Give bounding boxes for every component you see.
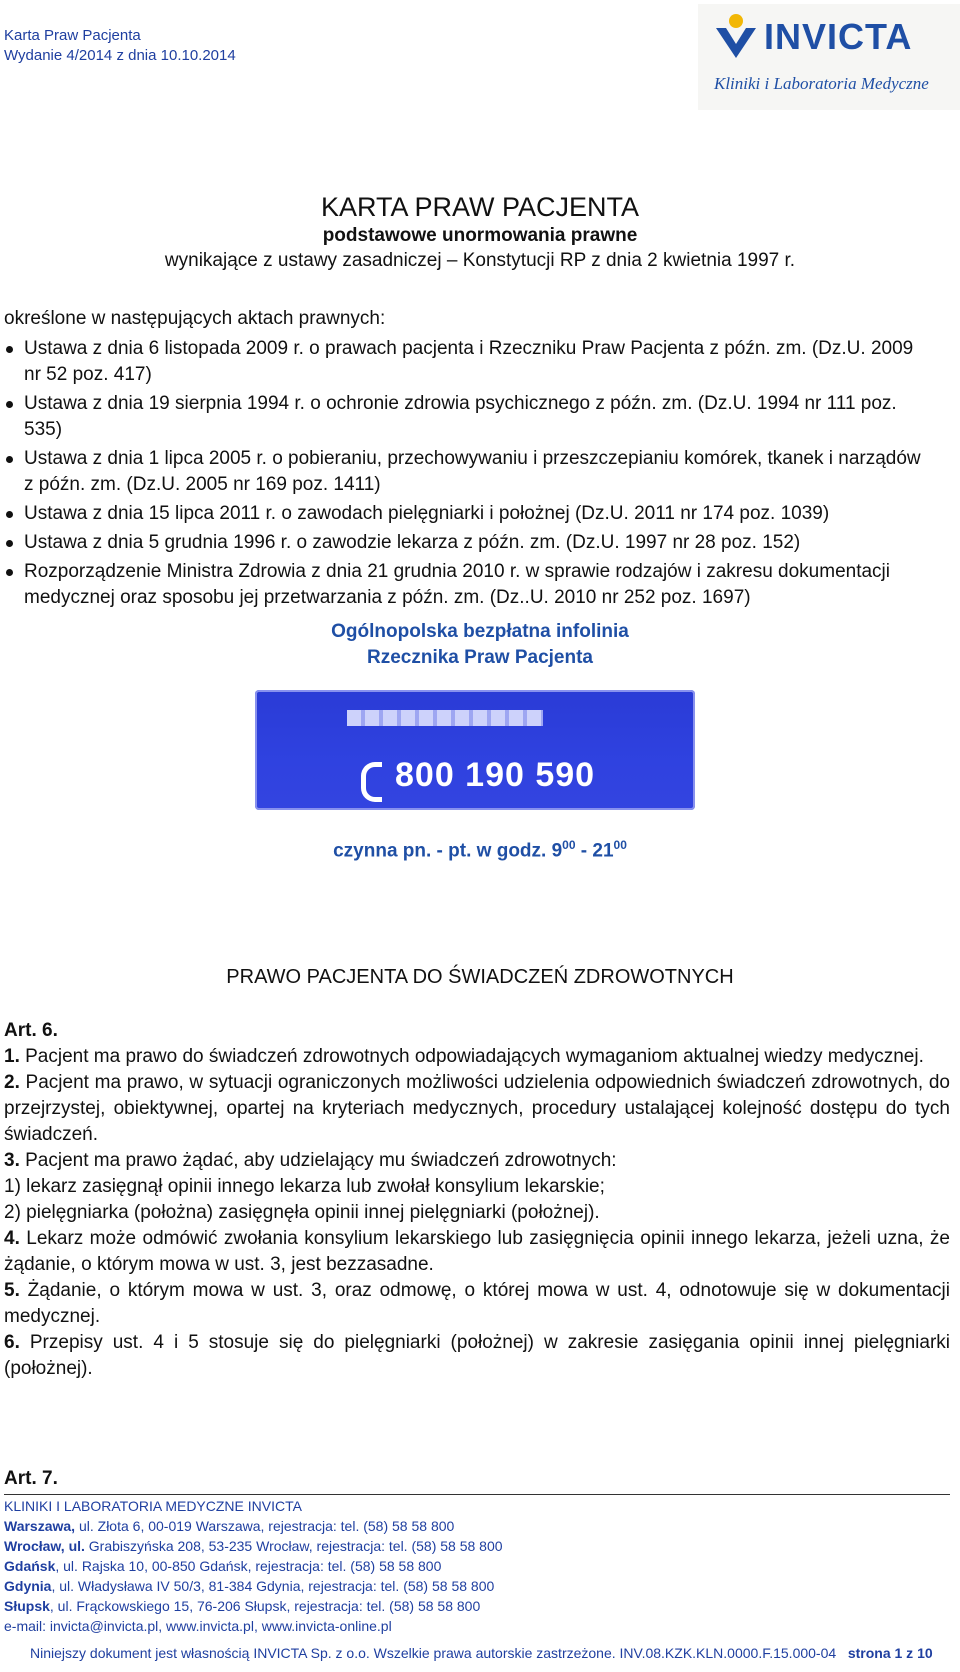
- article-paragraph-6: [4, 1330, 950, 1382]
- legal-act-item: Rozporządzenie Ministra Zdrowia z dnia 21 grudnia 2010 r. w sprawie rodzajów i zakresu dokumentacji medycznej oraz sposobu jej przetwarzania z późn. zm. (Dz..U. 2010 nr 252 poz. 1697): [4, 559, 932, 611]
- paragraph-text: Pacjent ma prawo żądać, aby udzielający mu świadczeń zdrowotnych:: [19, 1150, 617, 1171]
- article-paragraph-5: [4, 1278, 950, 1330]
- copyright-text: Niniejszy dokument jest własnością INVICTA Sp. z o.o. Wszelkie prawa autorskie zastrzeżone. INV.08.KZK.KLN.0000.F.15.000-04: [30, 1645, 837, 1661]
- article-point-3-2: 2) pielęgniarka (położna) zasięgnęła opinii innej pielęgniarki (położnej).: [4, 1202, 600, 1223]
- title-block: [0, 190, 960, 274]
- location-city: Słupsk: [4, 1598, 50, 1614]
- paragraph-text: Żądanie, o którym mowa w ust. 3, oraz odmowę, o której mowa w ust. 4, odnotowuje się w dokumentacji medycznej.: [4, 1280, 950, 1327]
- legal-act-item: Ustawa z dnia 1 lipca 2005 r. o pobieraniu, przechowywaniu i przeszczepianiu komórek, tkanek i narządów z późn. zm. (Dz.U. 2005 nr 169 poz. 1411): [4, 446, 932, 498]
- legal-act-item: Ustawa z dnia 5 grudnia 1996 r. o zawodzie lekarza z późn. zm. (Dz.U. 1997 nr 28 poz. 152): [4, 530, 932, 556]
- location-address: Grabiszyńska 208, 53-235 Wrocław, rejestracja: tel. (58) 58 58 800: [84, 1538, 503, 1554]
- article-paragraph-2: [4, 1070, 950, 1148]
- article-title: Art. 7.: [4, 1468, 58, 1489]
- infoline-title: Ogólnopolska bezpłatna infolinia: [331, 621, 629, 642]
- location-city: Gdańsk: [4, 1558, 56, 1574]
- footer-location: [4, 1556, 503, 1576]
- paragraph-text: Pacjent ma prawo do świadczeń zdrowotnych odpowiadających wymaganiom aktualnej wiedzy medycznej.: [19, 1046, 924, 1067]
- phone-icon: [361, 762, 382, 802]
- page-number: strona 1 z 10: [847, 1645, 933, 1661]
- location-city: Warszawa,: [4, 1518, 76, 1534]
- location-address: , ul. Władysława IV 50/3, 81-384 Gdynia, rejestracja: tel. (58) 58 58 800: [51, 1578, 495, 1594]
- copyright-line: [30, 1645, 933, 1661]
- paragraph-text: Lekarz może odmówić zwołania konsylium lekarskiego lub zasięgnięcia opinii innego lekarza, jeżeli uzna, że żądanie, o którym mowa w ust. 3, jest bezzasadne.: [4, 1228, 950, 1275]
- paragraph-number: 6.: [4, 1332, 20, 1353]
- hours-prefix: czynna pn. - pt. w godz. 9: [333, 840, 563, 862]
- footer-location: [4, 1596, 503, 1616]
- invicta-v-icon: [714, 12, 758, 60]
- article-point-3-1: 1) lekarz zasięgnął opinii innego lekarza lub zwołał konsylium lekarskie;: [4, 1176, 605, 1197]
- page-subtitle: podstawowe unormowania prawne: [322, 225, 638, 246]
- article-title: Art. 6.: [4, 1020, 58, 1041]
- document-name: Karta Praw Pacjenta: [4, 27, 141, 44]
- article-6: [4, 1018, 950, 1382]
- paragraph-number: 5.: [4, 1280, 20, 1301]
- legal-act-item: Ustawa z dnia 19 sierpnia 1994 r. o ochronie zdrowia psychicznego z późn. zm. (Dz.U. 1994 nr 111 poz. 535): [4, 391, 932, 443]
- footer-location: [4, 1536, 503, 1556]
- infoline-phone-number: 800 190 590: [395, 756, 596, 794]
- document-header: [4, 26, 236, 66]
- footer-divider: [4, 1494, 950, 1495]
- page-title: KARTA PRAW PACJENTA: [320, 192, 640, 222]
- section-heading: PRAWO PACJENTA DO ŚWIADCZEŃ ZDROWOTNYCH: [226, 966, 734, 988]
- hours-sup-end: 00: [613, 838, 627, 852]
- location-address: , ul. Rajska 10, 00-850 Gdańsk, rejestracja: tel. (58) 58 58 800: [55, 1558, 442, 1574]
- logo-name: INVICTA: [764, 16, 913, 57]
- page-subtitle-constitution: wynikające z ustawy zasadniczej – Konstytucji RP z dnia 2 kwietnia 1997 r.: [164, 250, 796, 271]
- article-paragraph-1: [4, 1044, 950, 1070]
- article-paragraph-4: [4, 1226, 950, 1278]
- location-address: ul. Złota 6, 00-019 Warszawa, rejestracja: tel. (58) 58 58 800: [75, 1518, 455, 1534]
- location-address: , ul. Frąckowskiego 15, 76-206 Słupsk, rejestracja: tel. (58) 58 58 800: [49, 1598, 481, 1614]
- paragraph-number: 3.: [4, 1150, 20, 1171]
- hours-sup-start: 00: [562, 838, 576, 852]
- footer-company: KLINIKI I LABORATORIA MEDYCZNE INVICTA: [4, 1498, 302, 1514]
- paragraph-text: Pacjent ma prawo, w sytuacji ograniczonych możliwości udzielenia odpowiednich świadczeń zdrowotnych, do przejrzystej, obiektywnej, opartej na kryteriach medycznych, procedury ustalającej kolejność dostępu do tych świadczeń.: [4, 1072, 950, 1145]
- hours-mid: - 21: [575, 840, 614, 862]
- invicta-logo: [698, 4, 960, 110]
- footer: [4, 1496, 503, 1636]
- article-7: [4, 1466, 950, 1492]
- footer-contact: e-mail: invicta@invicta.pl, www.invicta.pl, www.invicta-online.pl: [4, 1618, 392, 1634]
- footer-location: [4, 1516, 503, 1536]
- acts-intro: określone w następujących aktach prawnych:: [4, 308, 386, 329]
- location-city: Wrocław, ul.: [4, 1538, 85, 1554]
- footer-location: [4, 1576, 503, 1596]
- edition-info: Wydanie 4/2014 z dnia 10.10.2014: [4, 47, 236, 64]
- legal-act-item: Ustawa z dnia 15 lipca 2011 r. o zawodach pielęgniarki i położnej (Dz.U. 2011 nr 174 poz. 1039): [4, 501, 932, 527]
- paragraph-text: Przepisy ust. 4 i 5 stosuje się do pielęgniarki (położnej) w zakresie zasięgania opinii innej pielęgniarki (położnej).: [4, 1332, 950, 1379]
- logo-subtitle: Kliniki i Laboratoria Medyczne: [714, 74, 929, 93]
- banner-decoration: [347, 710, 543, 726]
- infoline-subtitle: Rzecznika Praw Pacjenta: [367, 647, 593, 668]
- infoline-phone-banner: [255, 690, 695, 810]
- paragraph-number: 4.: [4, 1228, 20, 1249]
- legal-acts-list: [4, 336, 932, 614]
- location-city: Gdynia: [4, 1578, 52, 1594]
- legal-act-item: Ustawa z dnia 6 listopada 2009 r. o prawach pacjenta i Rzeczniku Praw Pacjenta z późn. zm. (Dz.U. 2009 nr 52 poz. 417): [4, 336, 932, 388]
- paragraph-number: 2.: [4, 1072, 20, 1093]
- paragraph-number: 1.: [4, 1046, 20, 1067]
- article-paragraph-3: [4, 1148, 950, 1174]
- infoline-hours: [0, 838, 960, 862]
